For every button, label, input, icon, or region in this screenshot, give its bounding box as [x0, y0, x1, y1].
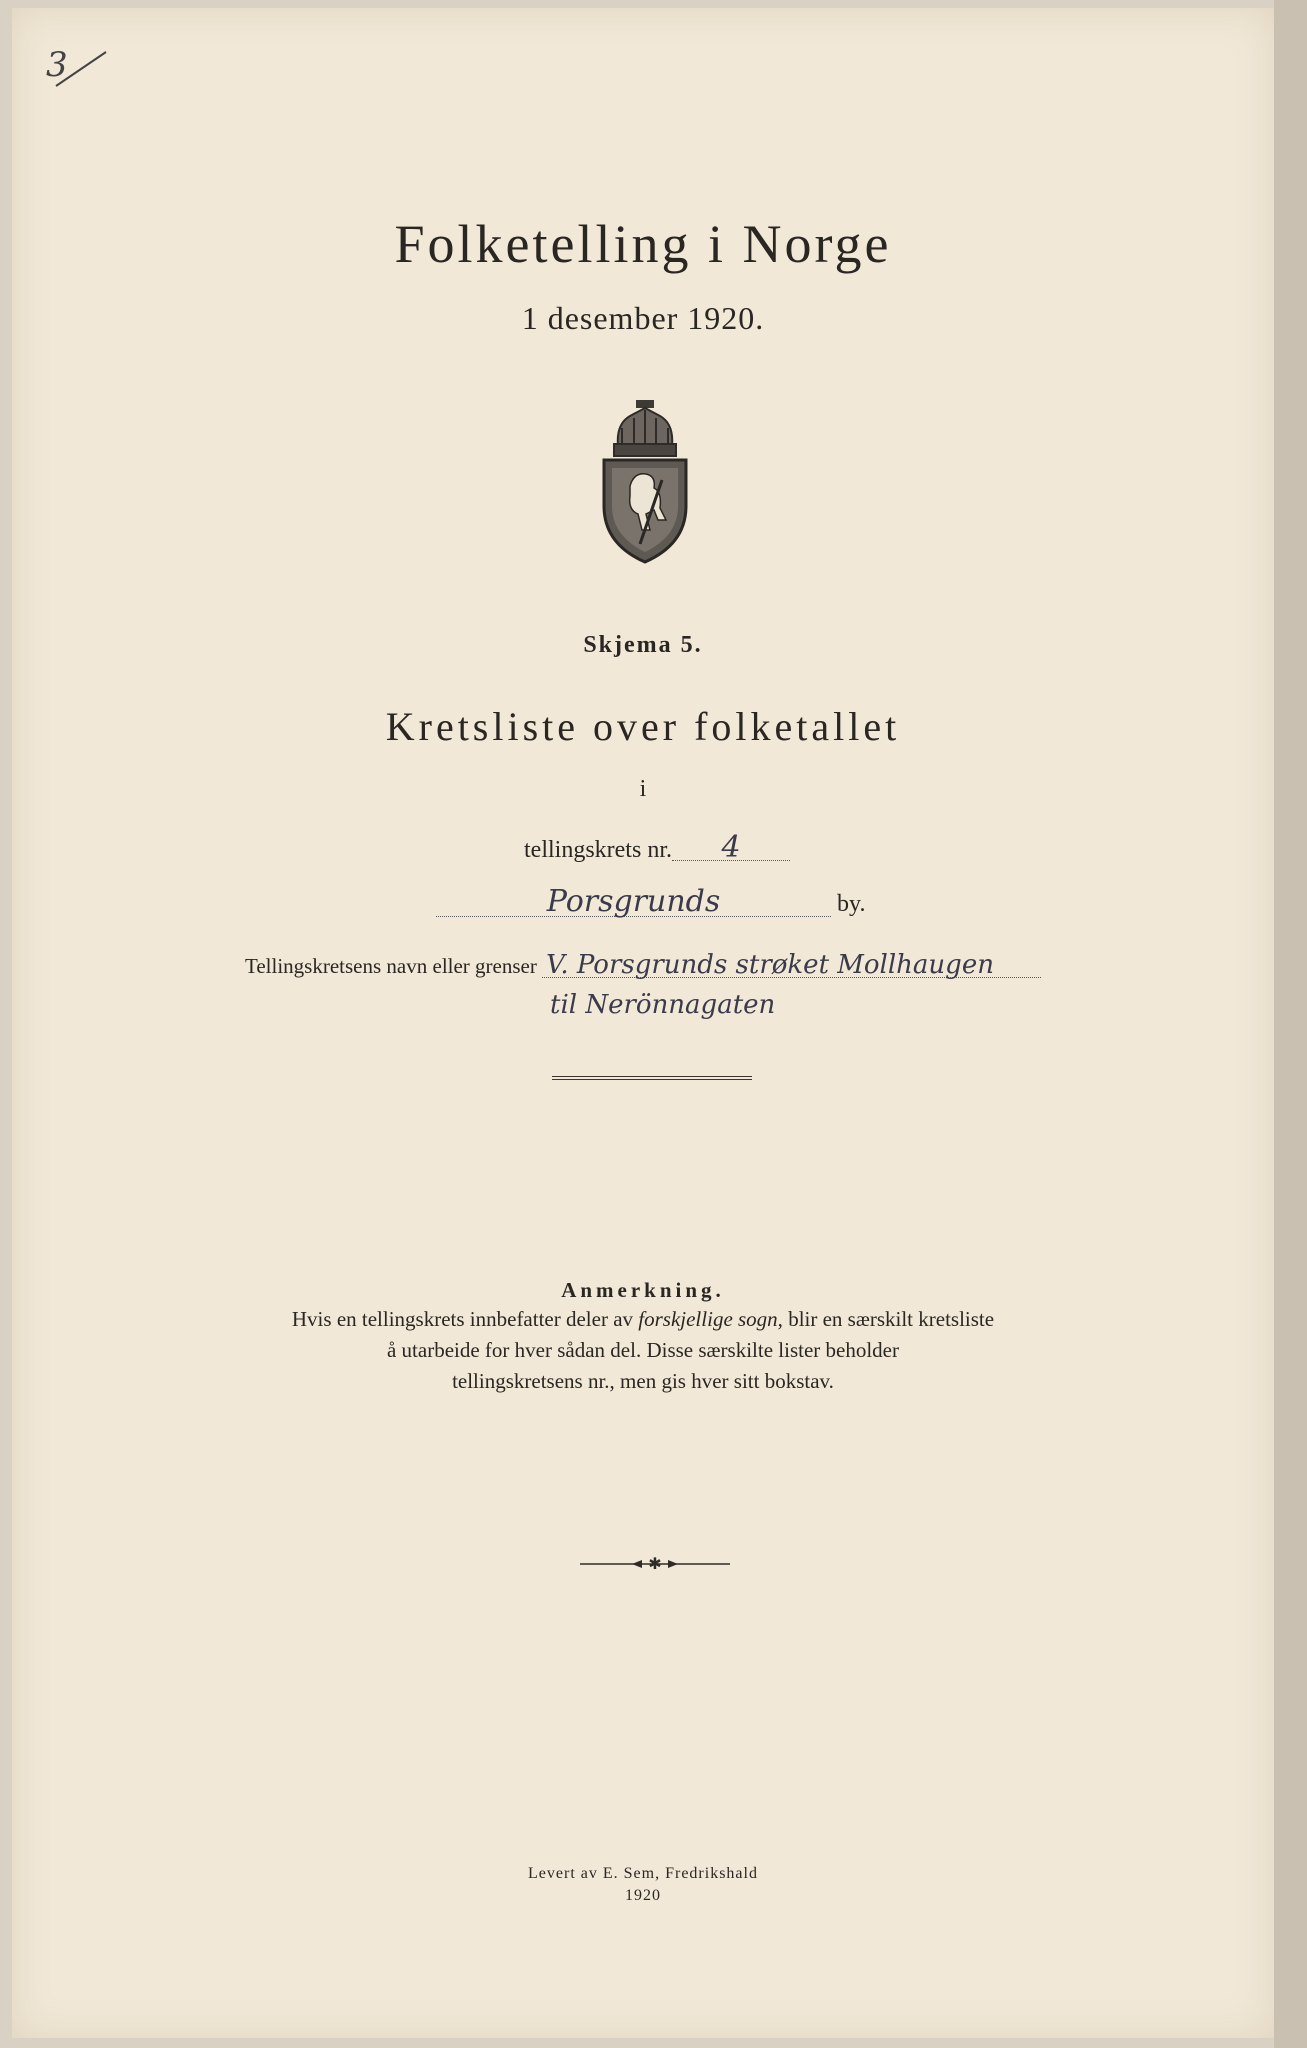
- note-text: [12, 1304, 1274, 1397]
- corner-mark: [40, 38, 110, 98]
- district-number-row: [524, 830, 790, 865]
- form-heading: Kretsliste over folketallet: [385, 704, 901, 749]
- note-line-3: tellingskretsens nr., men gis hver sitt bokstav.: [452, 1369, 834, 1393]
- boundaries-field-continued[interactable]: til Nerönnagaten: [550, 990, 776, 1020]
- census-form-page: [12, 8, 1274, 2038]
- svg-text:3: 3: [46, 45, 68, 85]
- separator-rule: [552, 1076, 752, 1080]
- boundaries-row: [245, 950, 1041, 980]
- note-line-2: å utarbeide for hver sådan del. Disse særskilte lister beholder: [386, 1338, 899, 1362]
- preposition: i: [639, 776, 647, 802]
- town-row: [436, 884, 866, 919]
- decorative-ornament-icon: [580, 1554, 730, 1574]
- page-edge: [1274, 0, 1307, 2048]
- printer-credit: [12, 1863, 1274, 1907]
- boundaries-label: Tellingskretsens navn eller grenser: [245, 954, 537, 978]
- district-number-field[interactable]: 4: [672, 836, 790, 861]
- page-title: Folketelling i Norge: [394, 214, 892, 274]
- district-number-label: tellingskrets nr.: [524, 837, 672, 863]
- town-suffix: by.: [837, 891, 866, 917]
- printer-name: Levert av E. Sem, Fredrikshald: [528, 1865, 758, 1882]
- note-title: Anmerkning.: [561, 1278, 725, 1302]
- norwegian-coat-of-arms-icon: [600, 396, 690, 566]
- town-field[interactable]: Porsgrunds: [436, 888, 831, 917]
- boundaries-field[interactable]: V. Porsgrunds strøket Mollhaugen: [542, 953, 1041, 978]
- note-line-1: Hvis en tellingskrets innbefatter deler av forskjellige sogn, blir en særskilt kretsliste: [291, 1307, 995, 1331]
- census-date: 1 desember 1920.: [521, 300, 765, 336]
- printer-year: 1920: [625, 1887, 661, 1904]
- svg-text:✱: ✱: [648, 1554, 662, 1573]
- schema-number: Skjema 5.: [583, 632, 703, 658]
